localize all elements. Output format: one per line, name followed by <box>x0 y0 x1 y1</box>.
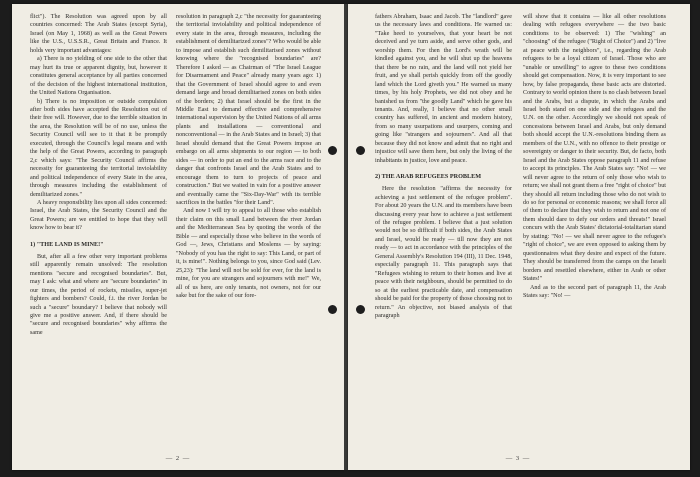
document-spread <box>12 4 690 470</box>
paragraph: But, after all a few other very important problems still apparently remain unsolved: The resolution mentions "secure and recognised boundaries". But, may I ask: what and where are "secure boundaries" in our times, the period of rockets, missiles, super-jet fighters and bombers? Could, f.i. the river Jordan be such a "secure" boundary? I believe that nobody will give me a positive answer. And, if there should be "secure and recognised boundaries" why affirms the same <box>30 253 167 336</box>
paragraph: b) There is no imposition or outside compulsion after both sides have accepted the Resolution out of their free will. However, due to the terrible situation in the area, the Resolution will be of no use, unless the Security Council will see to it that it be promptly executed, through the Council's legal means and with the help of the Great Powers, according to paragraph 2,c which says: "The Security Council affirms the necessity for guaranteeing the territorial inviolability and political independence of every State in the area, through measures including the establishment of demilitarized zones." <box>30 98 167 198</box>
punch-hole <box>356 305 365 314</box>
left-page <box>12 4 344 470</box>
paragraph: will show that it contains — like all other resolutions dealing with refugees everywhere — the two basic conditions to be observed: 1) The "wishing" an "choosing" of the refugee ("Right of Choice") and 2) "live at peace with the neighbors", i.e., regarding the Arab refugees to be a loyal citizen of Israel. Those who are "unable or unwilling" to agree to these two conditions should get compensation. Now, it is very important to see how, by false propaganda, these basic acts are distorted. Contrary to world opinion there is no clash between Israel and the Arabs, but a dispute, in which the Arabs and Israel both stand on one side and the refugees and the U.N. on the other. Accordingly we should not speak of concessions between Israel and Arabs, but only demand both should accept the U.N.-resolutions binding them as members of the U.N., with no offence to their prestige or sovereignty or danger to their security. But, de facto, both Israel and the Arab States oppose paragraph 11 and refuse to accept its principles. The Arab States say: "No! — we will never agree to the return of only those who wish to return; we shall not grant them a free "right of choice" but they should all return including those who do not wish to do so for personal or economic reasons; we shall force all of them to declare that they wish to return and not one of them should dare to defy our orders and threats!" Israel concurs with the Arab States' dictatorial-totalitarian stand by stating: "No! — we shall never agree to the refugee's "right of choice", we are even opposed to asking them by questionnaires what they desire and expect of the future. They should be transferred from the camps on the Israeli borders and resettled elsewhere, either in Arab or other States!" <box>523 14 666 283</box>
punch-hole <box>356 146 365 155</box>
section-heading: 1) "THE LAND IS MINE!" <box>30 240 104 248</box>
right-page <box>348 4 690 470</box>
punch-hole <box>328 305 337 314</box>
paragraph: resolution in paragraph 2,c "the necessity for guaranteeing the territorial inviolability and political independence of every state in the area, through measures, including the establishment of demilitarized zones"? Who would be able to impose and establish such demilitarised zones without knowing where the "recognised boundaries" are? Therefore I asked — as Chairman of "The Israel League for Disarmament and Peace" already many years ago: 1) that the Government of Israel should agree to and even demand large and broad demilitarised zones on both sides of the borders; 2) that Israel should be the first in the Middle East to demand effective and comprehensive international supervision by the United Nations of all arms plants and installations — conventional and nonconventional — in the Arab States and in Israel; 3) that Israel should demand that the Great Powers impose an embargo on all arms shipments to our region — to both sides — in order to put an end to the arms race and to the danger that confronts Israel and the Arab States and to encourage them to turn to projects of peace and construction." But we waited in vain for a positive answer and eventually came the "Six-Day-War" with its terrible sacrifices in the battles "for their Land". <box>176 14 321 206</box>
paragraph: And now I will try to appeal to all those who establish their claim on this small Land between the river Jordan and the Mediterranean Sea by quoting the words of the Bible — and especially those who believe in the words of God —, Jews, Christians and Moslems — by saying: "Nobody of you has the right to say: This Land, or part of it, is mine!". Nothing belongs to you, since God said (Lev. 25,23): "The land will not be sold for ever, for the land is mine, for you are strangers and sojourners with me!" We, all of us here, are only tenants, not owners, not for our sake but for the sake of our fore- <box>176 208 321 299</box>
paragraph: fathers Abraham, Isaac and Jacob. The "landlord" gave us the necessary laws and conditions. He warned us: "Take heed to yourselves, that your heart be not deceived and ye turn aside, and serve other gods, and worship them. For then the Lord's wrath will be kindled against you, and he will shut up the heavens that there be no rain, and the land will not yield her fruit, and ye shall perish quickly from off the goodly land which the Lord giveth you." He warned us many times, by his holy Prophets, we did not obey and he banished us from "the goodly Land" which he gave his tenants. And, really, I believe that no other small country has suffered, in ancient and modern history, from so many usurpations and usurpers, coming and going like "strangers and sojourners". And all that because they did not know and admit that no right and injustice will save them here, but only the living of the inhabitants in justice, love and peace. <box>375 14 512 164</box>
paragraph: a) There is no yielding of one side to the other that may hurt its true or apparent dignity, but, however it constitutes general acceptance by all parties concerned of the decision of the highest international institution, the United Nations Organisation. <box>30 56 167 97</box>
right-page-column-1 <box>375 13 512 320</box>
paragraph: A heavy responsibility lies upon all sides concerned: Israel, the Arab States, the Security Council and the Great Powers; are we entitled to hope that they will know how to bear it? <box>30 199 167 232</box>
left-page-column-1 <box>30 13 167 337</box>
page-number: — 3 — <box>505 455 531 462</box>
paragraph: And as to the second part of paragraph 11, the Arab States say: "No! — <box>523 284 666 299</box>
paragraph: flict"). The Resolution was agreed upon by all countries concerned: The Arab States (except Syria), Israel (on May 1, 1968) as well as the Great Powers like the U.S., U.S.S.R., Great Britain and France. It holds very important advantages: <box>30 14 167 54</box>
section-heading: 2) THE ARAB REFUGEES PROBLEM <box>375 173 482 181</box>
paragraph: Here the resolution "affirms the necessity for achieving a just settlement of the refugee problem". For about 20 years the U.N. and its members have been discussing every year how to achieve a just settlement of the refugee problem. I believe that a just solution would not be so difficult if both sides, the Arab States and Israel, would be ready — till now they are not ready — to act in accordance with the principles of the General Assembly's Resolution 194 (III), 11 Dec. 1948, especially paragraph 11. This paragraph says that "Refugees wishing to return to their homes and live at peace with their neighbours, should be permitted to do so at the earliest practicable date, and compensation should be paid for the property of those choosing not to return." An objective, not biased analysis of that paragraph <box>375 186 512 319</box>
punch-hole <box>328 146 337 155</box>
right-page-column-2 <box>523 13 666 300</box>
left-page-column-2 <box>176 13 321 300</box>
page-number: — 2 — <box>165 455 191 462</box>
